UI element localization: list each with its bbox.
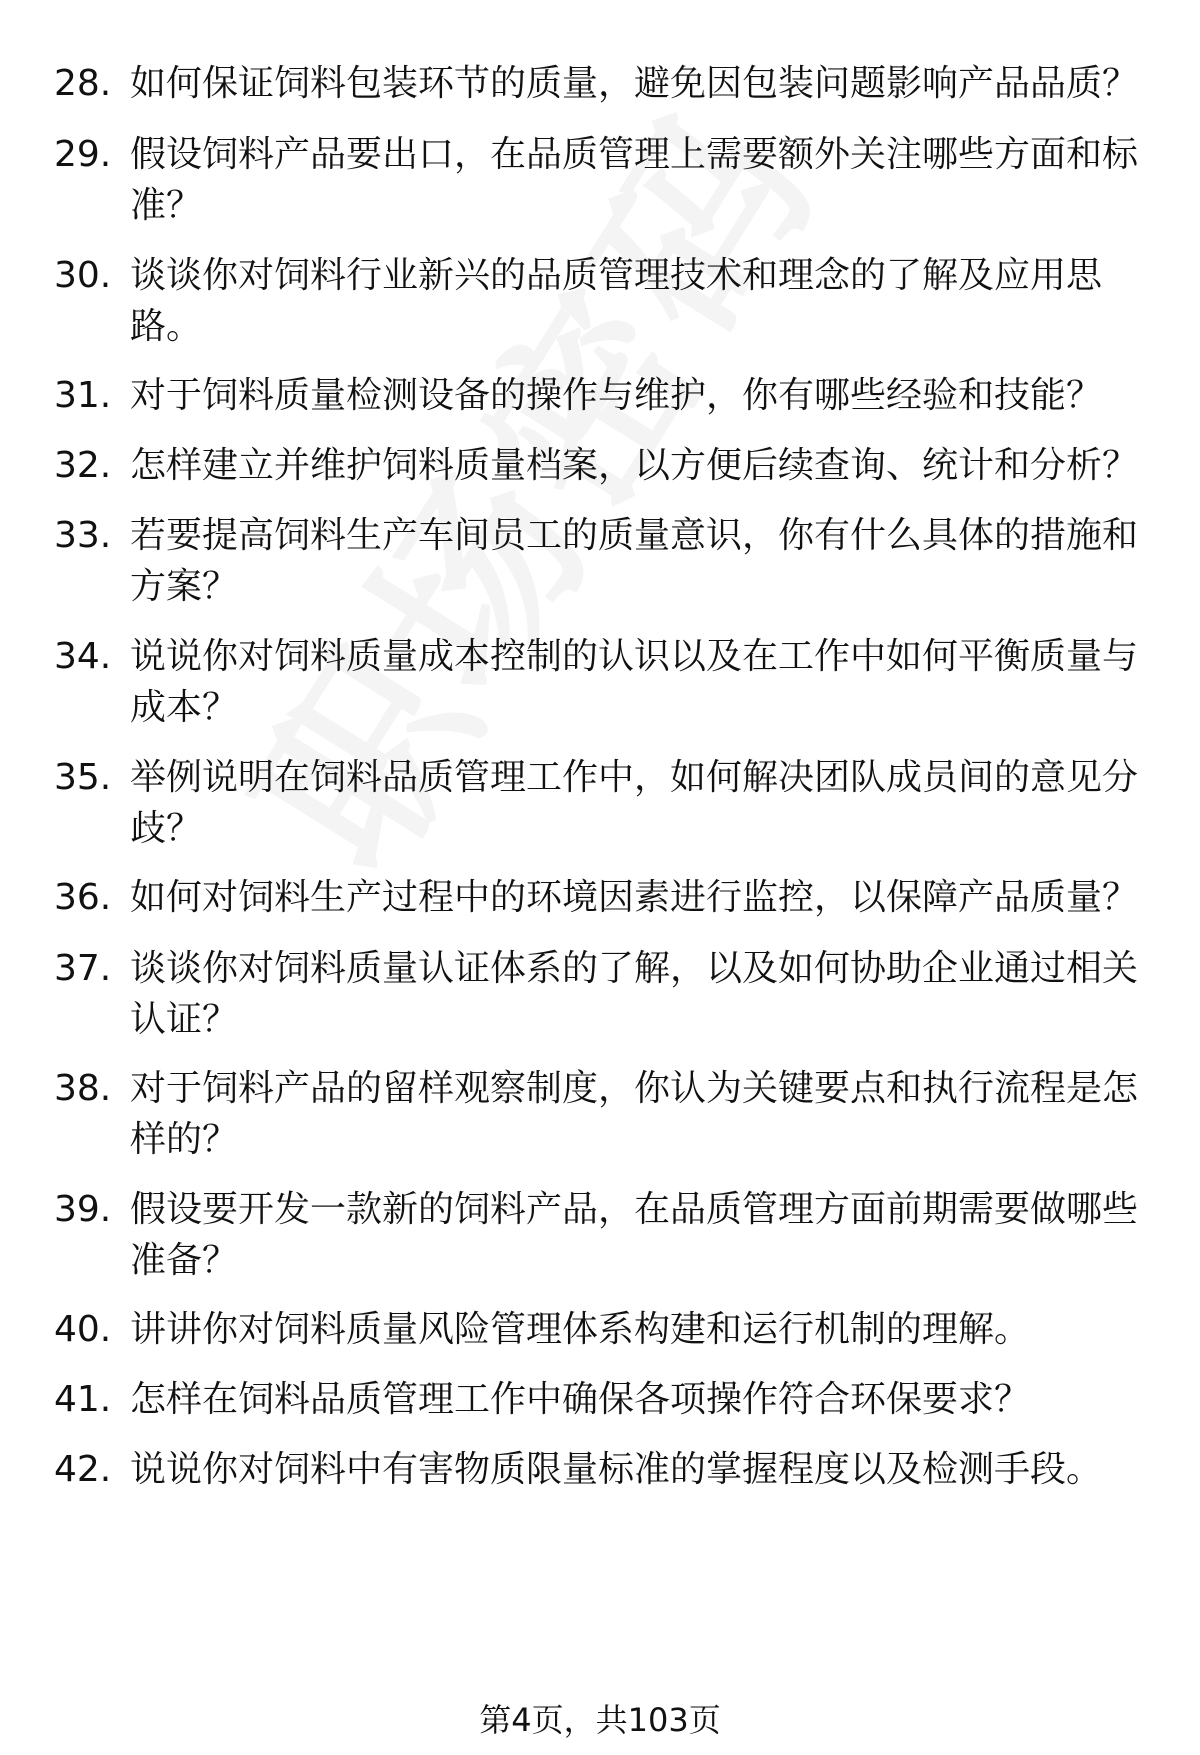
question-text: 谈谈你对饲料质量认证体系的了解，以及如何协助企业通过相关认证？ — [130, 948, 1139, 1040]
question-text: 假设饲料产品要出口，在品质管理上需要额外关注哪些方面和标准？ — [130, 134, 1139, 226]
question-item — [54, 872, 1150, 923]
question-text: 对于饲料产品的留样观察制度，你认为关键要点和执行流程是怎样的？ — [130, 1068, 1139, 1160]
question-item — [54, 1444, 1150, 1495]
question-number: 28. — [54, 63, 112, 104]
question-text: 对于饲料质量检测设备的操作与维护，你有哪些经验和技能？ — [130, 375, 1103, 416]
question-number: 37. — [54, 948, 112, 989]
question-number: 40. — [54, 1309, 112, 1350]
question-item — [54, 943, 1150, 1045]
question-item — [54, 631, 1150, 733]
question-number: 42. — [54, 1449, 112, 1490]
question-text: 谈谈你对饲料行业新兴的品质管理技术和理念的了解及应用思路。 — [130, 255, 1103, 347]
question-number: 31. — [54, 375, 112, 416]
question-text: 怎样在饲料品质管理工作中确保各项操作符合环保要求？ — [130, 1379, 1031, 1420]
question-item — [54, 58, 1150, 109]
question-item — [54, 250, 1150, 352]
question-item — [54, 129, 1150, 231]
question-number: 30. — [54, 255, 112, 296]
question-number: 33. — [54, 515, 112, 556]
question-number: 34. — [54, 636, 112, 677]
question-number: 29. — [54, 134, 112, 175]
question-text: 说说你对饲料中有害物质限量标准的掌握程度以及检测手段。 — [130, 1449, 1103, 1490]
question-item — [54, 440, 1150, 491]
page-number-footer: 第4页，共103页 — [479, 1701, 721, 1739]
question-item — [54, 752, 1150, 854]
question-item — [54, 510, 1150, 612]
question-number: 35. — [54, 757, 112, 798]
question-text: 说说你对饲料质量成本控制的认识以及在工作中如何平衡质量与成本？ — [130, 636, 1139, 728]
question-item — [54, 370, 1150, 421]
question-text: 若要提高饲料生产车间员工的质量意识，你有什么具体的措施和方案？ — [130, 515, 1139, 607]
question-text: 如何保证饲料包装环节的质量，避免因包装问题影响产品品质？ — [130, 63, 1139, 104]
question-number: 38. — [54, 1068, 112, 1109]
question-text: 举例说明在饲料品质管理工作中，如何解决团队成员间的意见分歧？ — [130, 757, 1139, 849]
question-text: 怎样建立并维护饲料质量档案，以方便后续查询、统计和分析？ — [130, 445, 1139, 486]
question-text: 假设要开发一款新的饲料产品，在品质管理方面前期需要做哪些准备？ — [130, 1189, 1139, 1281]
question-item — [54, 1374, 1150, 1425]
question-number: 36. — [54, 877, 112, 918]
question-number: 39. — [54, 1189, 112, 1230]
question-text: 如何对饲料生产过程中的环境因素进行监控，以保障产品质量？ — [130, 877, 1139, 918]
question-item — [54, 1063, 1150, 1165]
question-number: 32. — [54, 445, 112, 486]
question-text: 讲讲你对饲料质量风险管理体系构建和运行机制的理解。 — [130, 1309, 1031, 1350]
question-number: 41. — [54, 1379, 112, 1420]
question-item — [54, 1184, 1150, 1286]
question-item — [54, 1304, 1150, 1355]
